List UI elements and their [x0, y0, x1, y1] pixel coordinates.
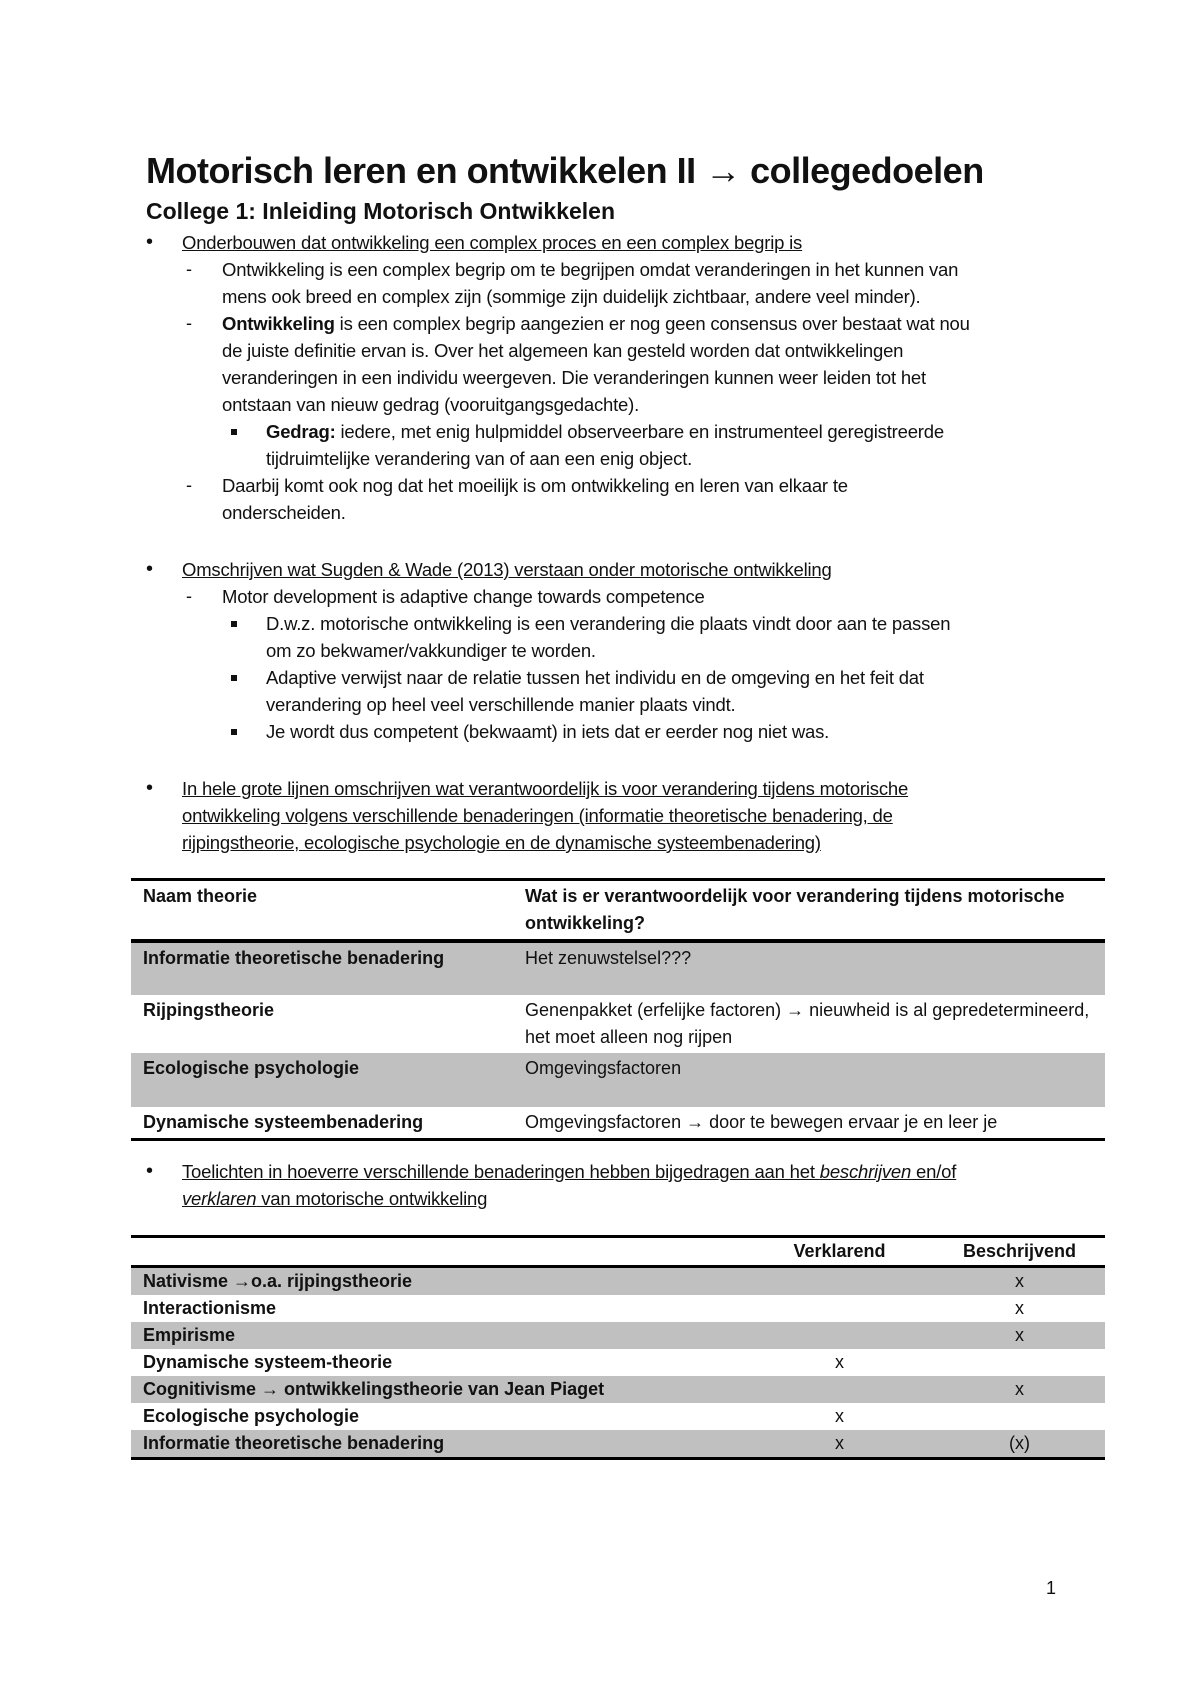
- bullet-icon: •: [146, 777, 154, 799]
- goal-heading: ontwikkeling volgens verschillende benaderingen (informatie theoretische benadering, de: [182, 805, 893, 826]
- goal-heading: [182, 1185, 487, 1212]
- goal-heading: rijpingstheorie, ecologische psychologie en de dynamische systeembenadering): [182, 832, 821, 853]
- theory-name: Ecologische psychologie: [143, 1058, 360, 1078]
- column-header: Wat is er verantwoordelijk voor verandering tijdens motorische ontwikkeling?: [525, 886, 1065, 933]
- theory-value: Het zenuwstelsel???: [525, 948, 692, 968]
- bold-term: Ontwikkeling: [222, 313, 335, 334]
- approach-name: Dynamische systeem-theorie: [143, 1352, 393, 1372]
- verklarend-cell: x: [835, 1433, 844, 1453]
- table-row: [131, 1403, 1105, 1430]
- college-heading: College 1: Inleiding Motorisch Ontwikkelen: [146, 198, 616, 224]
- verklarend-cell: [745, 1376, 934, 1403]
- table-row: [131, 1053, 1105, 1107]
- item-line: [222, 310, 970, 337]
- goal-heading: Onderbouwen dat ontwikkeling een complex proces en een complex begrip is: [182, 232, 803, 253]
- verklarend-cell: x: [835, 1406, 844, 1426]
- goal-heading: [182, 1158, 956, 1185]
- square-bullet-icon: [231, 429, 237, 435]
- subitem-line: verandering op heel veel verschillende manier plaats vindt.: [266, 694, 736, 715]
- heading-emphasis: verklaren: [182, 1188, 257, 1209]
- table-row: [131, 995, 1105, 1053]
- goal-heading: Omschrijven wat Sugden & Wade (2013) verstaan onder motorische ontwikkeling: [182, 559, 832, 580]
- approach-name: Informatie theoretische benadering: [143, 1433, 445, 1453]
- approach-name: Ecologische psychologie: [143, 1406, 360, 1426]
- approach-name: Empirisme: [143, 1325, 236, 1345]
- dash-icon: -: [186, 313, 192, 333]
- item-line: Motor development is adaptive change towards competence: [222, 586, 705, 607]
- item-line: onderscheiden.: [222, 502, 346, 523]
- subitem-line: Je wordt dus competent (bekwaamt) in iets dat er eerder nog niet was.: [266, 721, 830, 742]
- subitem-line: om zo bekwamer/vakkundiger te worden.: [266, 640, 596, 661]
- column-header: Beschrijvend: [962, 1241, 1077, 1261]
- theory-value: Omgevingsfactoren → door te bewegen ervaar je en leer je: [525, 1112, 998, 1132]
- heading-text: en/of: [911, 1161, 957, 1182]
- item-line: ontstaan van nieuw gedrag (vooruitgangsgedachte).: [222, 394, 640, 415]
- beschrijvend-cell: [934, 1349, 1105, 1376]
- subitem-line: [266, 418, 944, 445]
- heading-text: van motorische ontwikkeling: [256, 1188, 488, 1209]
- square-bullet-icon: [231, 621, 237, 627]
- table-row: [131, 1267, 1105, 1296]
- page-number: 1: [1046, 1578, 1057, 1598]
- beschrijvend-cell: x: [1015, 1379, 1024, 1399]
- bullet-icon: •: [146, 231, 154, 253]
- theory-value: Genenpakket (erfelijke factoren) → nieuwheid is al gepredetermineerd, het moet alleen nog rijpen: [525, 1000, 1090, 1047]
- beschrijvend-cell: (x): [1009, 1433, 1030, 1453]
- verklarend-cell: x: [835, 1352, 844, 1372]
- goal-heading: In hele grote lijnen omschrijven wat verantwoordelijk is voor verandering tijdens motorische: [182, 778, 909, 799]
- bold-term: Gedrag:: [266, 421, 336, 442]
- dash-icon: -: [186, 259, 192, 279]
- bullet-icon: •: [146, 1160, 154, 1182]
- approach-name: Interactionisme: [143, 1298, 277, 1318]
- column-header: Verklarend: [793, 1241, 886, 1261]
- subitem-text: iedere, met enig hulpmiddel observeerbare en instrumenteel geregistreerde: [335, 421, 944, 442]
- beschrijvend-cell: x: [1015, 1271, 1024, 1291]
- table-row: [131, 941, 1105, 995]
- subitem-line: tijdruimtelijke verandering van of aan een enig object.: [266, 448, 693, 469]
- theory-value: Omgevingsfactoren: [525, 1058, 682, 1078]
- approach-name: Nativisme →o.a. rijpingstheorie: [143, 1271, 413, 1291]
- verklarend-cell: [745, 1295, 934, 1322]
- theory-name: Dynamische systeembenadering: [143, 1112, 424, 1132]
- beschrijvend-cell: [934, 1403, 1105, 1430]
- table-row: [131, 1349, 1105, 1376]
- theory-name: Rijpingstheorie: [143, 1000, 275, 1020]
- table-row: [131, 1295, 1105, 1322]
- beschrijvend-cell: x: [1015, 1298, 1024, 1318]
- item-text: is een complex begrip aangezien er nog geen consensus over bestaat wat nou: [334, 313, 970, 334]
- subitem-line: Adaptive verwijst naar de relatie tussen het individu en de omgeving en het feit dat: [266, 667, 924, 688]
- item-line: de juiste definitie ervan is. Over het algemeen kan gesteld worden dat ontwikkelingen: [222, 340, 904, 361]
- theory-name: Informatie theoretische benadering: [143, 948, 445, 968]
- bullet-icon: •: [146, 558, 154, 580]
- theories-table: [131, 878, 1105, 1141]
- heading-text: Toelichten in hoeverre verschillende benaderingen hebben bijgedragen aan het: [182, 1161, 820, 1182]
- beschrijvend-cell: x: [1015, 1325, 1024, 1345]
- square-bullet-icon: [231, 729, 237, 735]
- heading-emphasis: beschrijven: [819, 1161, 912, 1182]
- column-header: Naam theorie: [143, 886, 258, 906]
- table-row: [131, 1430, 1105, 1459]
- item-line: Daarbij komt ook nog dat het moeilijk is om ontwikkeling en leren van elkaar te: [222, 475, 848, 496]
- item-line: veranderingen in een individu weergeven. Die veranderingen kunnen weer leiden tot het: [222, 367, 926, 388]
- approach-name: Cognitivisme → ontwikkelingstheorie van Jean Piaget: [143, 1379, 605, 1399]
- document-title: Motorisch leren en ontwikkelen II → collegedoelen: [146, 150, 984, 191]
- table-row: [131, 1376, 1105, 1403]
- verklarend-cell: [745, 1322, 934, 1349]
- square-bullet-icon: [231, 675, 237, 681]
- column-header: [131, 1237, 745, 1267]
- approaches-table: [131, 1235, 1105, 1460]
- subitem-line: D.w.z. motorische ontwikkeling is een verandering die plaats vindt door aan te passen: [266, 613, 951, 634]
- dash-icon: -: [186, 475, 192, 495]
- table-row: [131, 1322, 1105, 1349]
- dash-icon: -: [186, 586, 192, 606]
- table-row: [131, 1107, 1105, 1140]
- item-line: Ontwikkeling is een complex begrip om te begrijpen omdat veranderingen in het kunnen van: [222, 259, 959, 280]
- verklarend-cell: [745, 1267, 934, 1296]
- item-line: mens ook breed en complex zijn (sommige zijn duidelijk zichtbaar, andere veel minder).: [222, 286, 921, 307]
